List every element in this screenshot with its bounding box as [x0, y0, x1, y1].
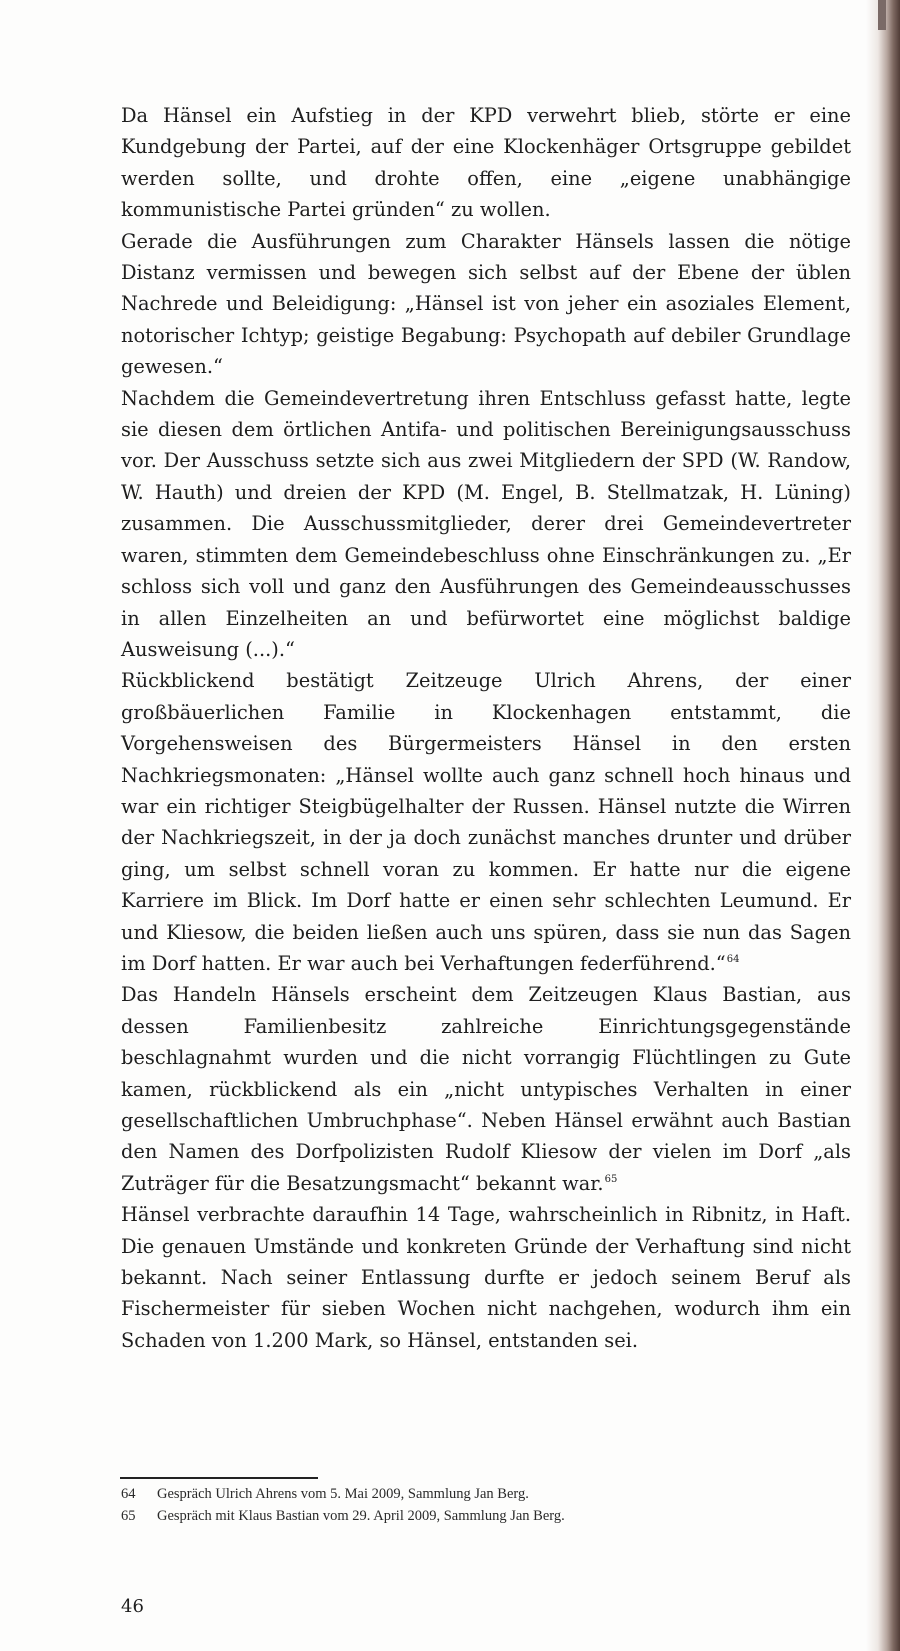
footnote-64 — [121, 1484, 821, 1506]
footnote-text: Gespräch Ulrich Ahrens vom 5. Mai 2009, Sammlung Jan Berg. — [157, 1486, 529, 1502]
paragraph-1: Da Hänsel ein Aufstieg in der KPD verwehrt blieb, störte er eine Kundgebung der Partei, auf der eine Klockenhäger Ortsgruppe gebildet werden sollte, und drohte offen, eine „eigene unabhängige kommunistische Partei gründen“ zu wollen. — [121, 104, 851, 222]
paragraph-4 — [121, 665, 851, 979]
main-text — [121, 100, 851, 1356]
page-spine-shadow — [866, 0, 900, 1651]
footnote-number: 64 — [121, 1486, 136, 1502]
footnotes — [121, 1484, 821, 1527]
paragraph-6: Hänsel verbrachte daraufhin 14 Tage, wahrscheinlich in Ribnitz, in Haft. Die genauen Umstände und konkreten Gründe der Verhaftung sind nicht bekannt. Nach seiner Entlassung durfte er jedoch seinem Beruf als Fischermeister für sieben Wochen nicht nachgehen, wodurch ihm ein Schaden von 1.200 Mark, so Hänsel, entstanden sei. — [121, 1203, 851, 1352]
footnote-number: 65 — [121, 1507, 136, 1524]
paragraph-2: Gerade die Ausführungen zum Charakter Hänsels lassen die nötige Distanz vermissen und bewegen sich selbst auf der Ebene der üblen Nachrede und Beleidigung: „Hänsel ist von jeher ein asoziales Element, notorischer Ichtyp; geistige Begabung: Psychopath auf debiler Grundlage gewesen.“ — [121, 229, 851, 379]
footnote-65 — [121, 1506, 821, 1528]
paragraph-5 — [121, 979, 851, 1199]
paragraph-3: Nachdem die Gemeindevertretung ihren Entschluss gefasst hatte, legte sie diesen dem örtlichen Antifa- und politischen Bereinigungsausschuss vor. Der Ausschuss setzte sich aus zwei Mitgliedern der SPD (W. Randow, W. Hauth) und dreien der KPD (M. Engel, B. Stellmatzak, H. Lüning) zusammen. Die Ausschussmitglieder, derer drei Gemeindevertreter waren, stimmten dem Gemeindebeschluss ohne Einschränkungen zu. „Er schloss sich voll und ganz den Ausführungen des Gemeindeausschusses in allen Einzelheiten an und befürwortet eine möglichst baldige Ausweisung (...).“ — [121, 386, 851, 661]
page-number: 46 — [121, 1596, 144, 1617]
footnote-ref-64[interactable]: 64 — [726, 953, 740, 965]
paragraph-5-text: Das Handeln Hänsels erscheint dem Zeitzeugen Klaus Bastian, aus dessen Familienbesitz zahlreiche Einrichtungsgegenstände beschlagnahmt wurden und die nicht vorrangig Flüchtlingen zu Gute kamen, rückblickend als ein „nicht untypisches Verhalten in einer gesellschaftlichen Umbruchphase“. Neben Hänsel erwähnt auch Bastian den Namen des Dorfpolizisten Rudolf Kliesow der vielen im Dorf „als Zuträger für die Besatzungsmacht“ bekannt war. — [121, 983, 851, 1195]
footnote-divider — [120, 1477, 318, 1479]
footnote-ref-65[interactable]: 65 — [604, 1173, 618, 1185]
paragraph-4-text: Rückblickend bestätigt Zeitzeuge Ulrich Ahrens, der einer großbäuerlichen Familie in Klockenhagen entstammt, die Vorgehensweisen des Bürgermeisters Hänsel in den ersten Nachkriegsmonaten: „Hänsel wollte auch ganz schnell hoch hinaus und war ein richtiger Steigbügelhalter der Russen. Hänsel nutzte die Wirren der Nachkriegszeit, in der ja doch zunächst manches drunter und drüber ging, um selbst schnell voran zu kommen. Er hatte nur die eigene Karriere im Blick. Im Dorf hatte er einen sehr schlechten Leumund. Er und Kliesow, die beiden ließen auch uns spüren, dass sie nun das Sagen im Dorf hatten. Er war auch bei Verhaftungen federführend.“ — [121, 669, 851, 975]
binding-mark — [878, 0, 886, 30]
footnote-text: Gespräch mit Klaus Bastian vom 29. April 2009, Sammlung Jan Berg. — [157, 1507, 565, 1524]
